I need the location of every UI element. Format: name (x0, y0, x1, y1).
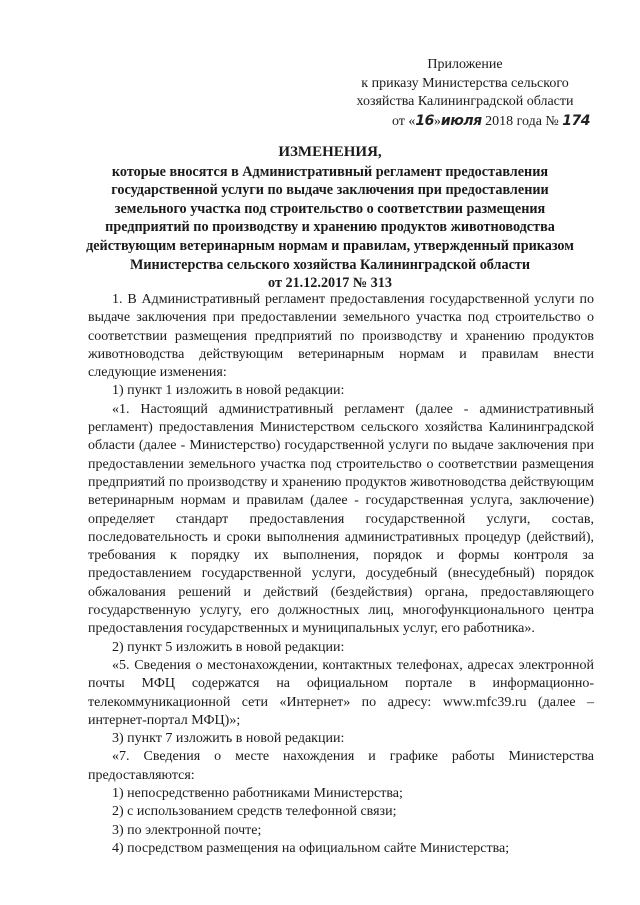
title-line: предприятий по производству и хранению продуктов животноводства (105, 219, 555, 236)
title-heading: ИЗМЕНЕНИЯ, (278, 144, 382, 160)
title-line: от 21.12.2017 № 313 (268, 275, 392, 292)
handwritten-day: 16 (415, 112, 434, 129)
point-5-text: «5. Сведения о местонахождении, контактных телефонах, адресах электронной почты МФЦ содержатся на официальном портале в информационно-телекоммуникационной сети «Интернет» по адресу: www.mfc39.ru (далее – интернет-портал МФЦ)»; (88, 657, 594, 728)
appendix-label: Приложение (427, 57, 503, 72)
date-prefix: от « (391, 113, 416, 129)
handwritten-order-number: 174 (562, 112, 590, 129)
appendix-ministry: хозяйства Калининградской области (356, 94, 574, 109)
point-7-text: «7. Сведения о месте нахождения и графике работы Министерства предоставляются: (88, 749, 594, 783)
title-line: Министерства сельского хозяйства Калининградской области (129, 256, 531, 273)
list-item: 3) по электронной почте; (112, 822, 262, 838)
document-body (88, 291, 594, 858)
title-line: земельного участка под строительство о соответствии размещения (114, 200, 546, 217)
list-item: 2) с использованием средств телефонной связи; (112, 804, 397, 820)
list-item: 1) непосредственно работниками Министерства; (112, 786, 403, 802)
title-line: действующим ветеринарным нормам и правилам, утвержденный приказом (86, 237, 574, 254)
document-title (40, 143, 620, 293)
date-year: 2018 года № (481, 113, 563, 129)
point-5-heading: 2) пункт 5 изложить в новой редакции: (112, 639, 345, 655)
point-1-heading: 1) пункт 1 изложить в новой редакции: (112, 383, 345, 399)
date-close: » (433, 113, 441, 129)
appendix-date-line (330, 112, 600, 132)
handwritten-month: июля (440, 112, 482, 129)
appendix-order-ref: к приказу Министерства сельского (361, 75, 569, 91)
intro-paragraph: 1. В Административный регламент предоставления государственной услуги по выдаче заключения при предоставлении земельного участка под строительство о соответствии размещения предприятий по производству и хранению продуктов животноводства действующим ветеринарным нормам и правилам внести следующие изменения: (88, 292, 594, 381)
point-1-text: «1. Настоящий административный регламент (далее - административный регламент) предоставления Министерством сельского хозяйства Калининградской области (далее - Министерство) государственной услуги по выдаче заключения при предоставлении земельного участка под строительство о соответствии размещения предприятий по производству и хранению продуктов животноводства действующим ветеринарным нормам и правилам (далее - государственная услуга, заключение) определяет стандарт предоставления государственной услуги, состав, последовательность и сроки выполнения административных процедур (действий), требования к порядку их выполнения, порядок и формы контроля за предоставлением государственной услуги, досудебный (внесудебный) порядок обжалования решений и действий (бездействия) органа, предоставляющего государственную услугу, его должностных лиц, многофункционального центра предоставления государственных и муниципальных услуг, его работника». (88, 401, 594, 637)
title-line: которые вносятся в Административный регламент предоставления (111, 163, 549, 180)
point-7-heading: 3) пункт 7 изложить в новой редакции: (112, 731, 345, 747)
appendix-header (330, 56, 600, 131)
list-item: 4) посредством размещения на официальном сайте Министерства; (112, 840, 510, 856)
title-line: государственной услуги по выдаче заключения при предоставлении (111, 182, 549, 199)
